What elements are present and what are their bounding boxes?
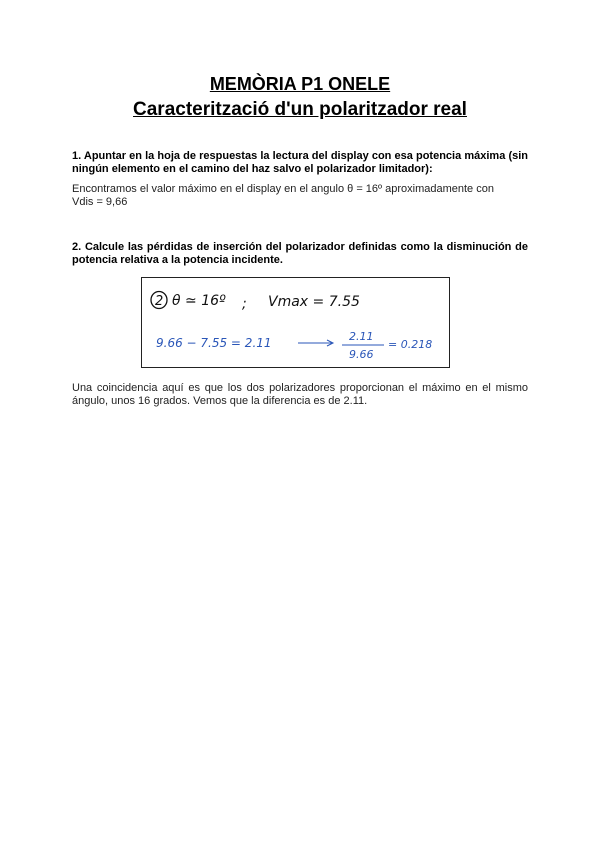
hw-subtraction: 9.66 − 7.55 = 2.11 — [156, 336, 272, 350]
hw-fraction-numerator: 2.11 — [349, 330, 374, 343]
document-title: MEMÒRIA P1 ONELE — [209, 74, 391, 94]
answer-1 — [72, 183, 532, 209]
answer-1-line-1: Encontramos el valor máximo en el display en el angulo θ = 16º aproximadamente con — [72, 183, 494, 195]
question-2: 2. Calcule las pérdidas de inserción del polarizador definidas como la disminución de potencia relativa a la potencia incidente. — [72, 241, 528, 266]
hw-result: = 0.218 — [388, 338, 433, 351]
answer-2: Una coincidencia aquí es que los dos polarizadores proporcionan el máximo en el mismo ángulo, unos 16 grados. Vemos que la diferencia es de 2.11. — [72, 382, 528, 407]
hw-theta: θ ≃ 16º — [172, 293, 226, 309]
hw-number: 2 — [155, 294, 164, 309]
hw-separator: ; — [242, 296, 247, 312]
hw-vmax: Vmax = 7.55 — [268, 294, 360, 310]
question-1: 1. Apuntar en la hoja de respuestas la lectura del display con esa potencia máxima (sin ningún elemento en el camino del haz salvo el polarizador limitador): — [72, 150, 528, 175]
answer-1-line-2: Vdis = 9,66 — [72, 196, 128, 208]
document-subtitle: Caracterització d'un polaritzador real — [133, 99, 467, 120]
handwritten-calculation-image — [141, 277, 450, 368]
hw-fraction-denominator: 9.66 — [349, 348, 374, 361]
